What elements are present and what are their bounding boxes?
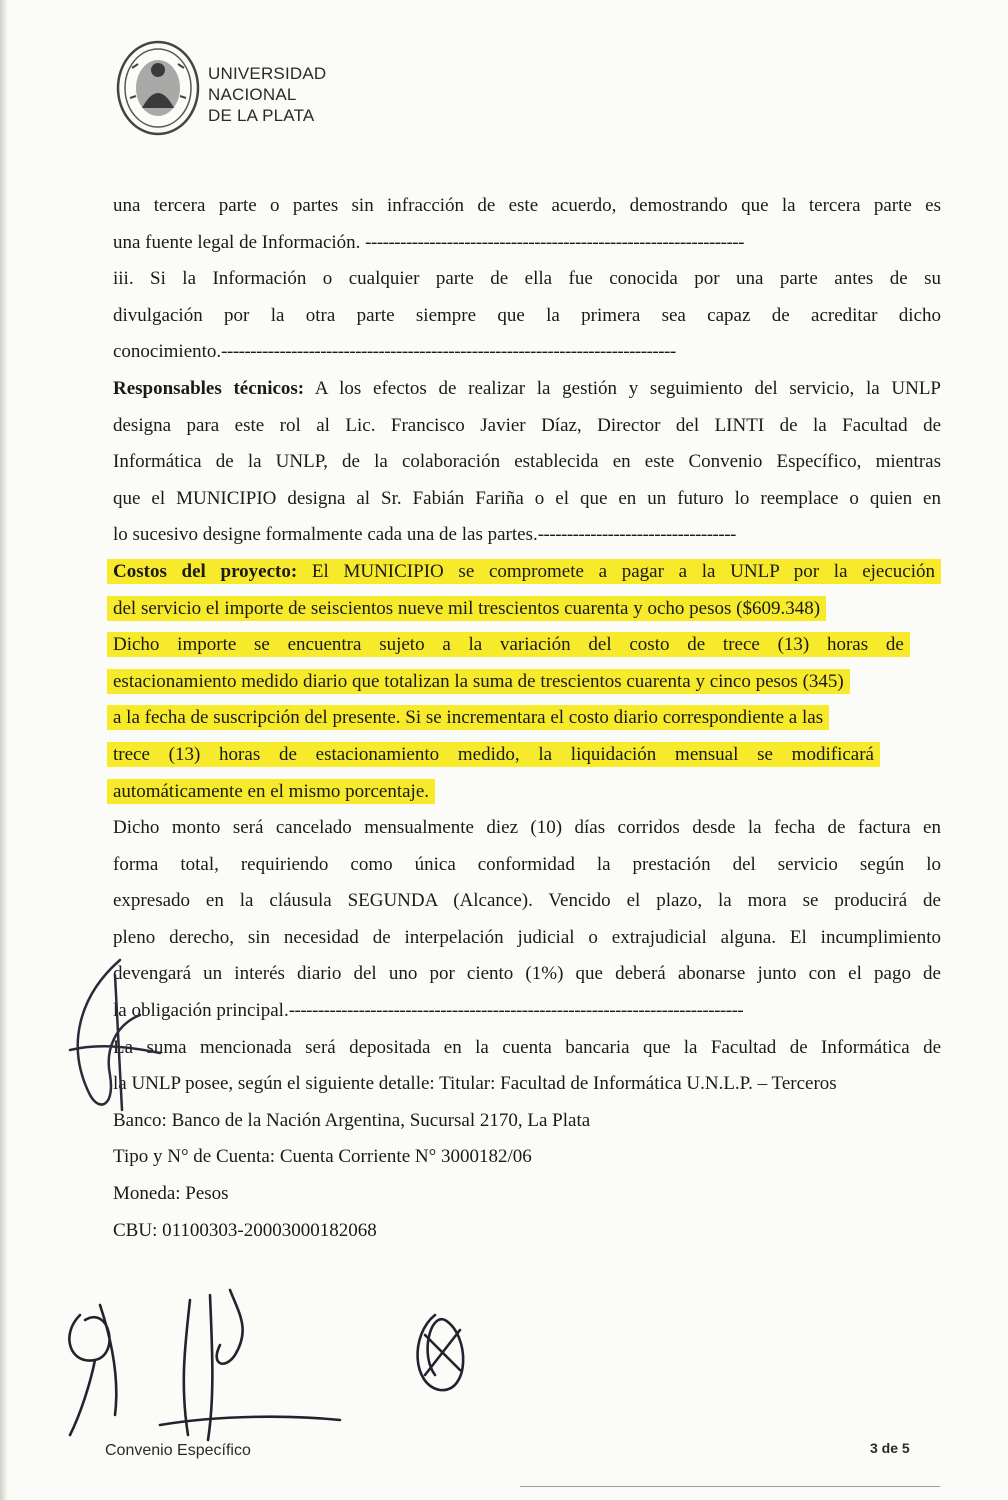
text-line: Informática de la UNLP, de la colaboración establecida en este Convenio Específico, mientras xyxy=(113,451,941,473)
text-line: expresado en la cláusula SEGUNDA (Alcance). Vencido el plazo, la mora se producirá de xyxy=(113,890,941,912)
text-fragment: El MUNICIPIO se compromete a pagar a la UNLP por la ejecución xyxy=(297,560,935,582)
text-line: divulgación por la otra parte siempre que la primera sea capaz de acreditar dicho xyxy=(113,304,941,326)
highlighted-line xyxy=(113,591,941,628)
highlighted-line xyxy=(113,774,941,811)
highlighted-line xyxy=(113,627,941,664)
currency-line: Moneda: Pesos xyxy=(113,1183,229,1205)
highlight: Dicho importe se encuentra sujeto a la variación del costo de trece (13) horas de xyxy=(107,632,910,657)
footer-document-title: Convenio Específico xyxy=(105,1442,251,1459)
text-line: que el MUNICIPIO designa al Sr. Fabián Fariña o el que en un futuro lo reemplace o quien en xyxy=(113,487,941,509)
dash-filler: ------------------------------------------------------------------------------ xyxy=(288,1000,744,1022)
text-line: forma total, requiriendo como única conformidad la prestación del servicio según lo xyxy=(113,853,941,875)
highlight: estacionamiento medido diario que totalizan la suma de trescientos cuarenta y cinco pesos (345) xyxy=(107,669,850,694)
bank-detail-line: Banco: Banco de la Nación Argentina, Sucursal 2170, La Plata xyxy=(113,1109,591,1131)
text-line: pleno derecho, sin necesidad de interpelación judicial o extrajudicial alguna. El incumplimiento xyxy=(113,926,941,948)
text-line xyxy=(113,225,941,262)
text-fragment: la obligación principal. xyxy=(113,1000,289,1022)
section-heading-costos: Costos del proyecto: xyxy=(113,560,298,582)
handwritten-signatures xyxy=(40,1275,500,1455)
page-number: 3 de 5 xyxy=(870,1440,910,1456)
scan-edge-shadow xyxy=(0,0,8,1500)
text-line: la UNLP posee, según el siguiente detalle: Titular: Facultad de Informática U.N.L.P. – Terceros xyxy=(113,1073,837,1095)
text-line xyxy=(113,371,941,408)
text-line xyxy=(113,334,941,371)
university-name xyxy=(208,63,326,126)
highlighted-line xyxy=(113,700,941,737)
text-fragment: conocimiento. xyxy=(113,341,222,363)
text-line: iii. Si la Información o cualquier parte de ella fue conocida por una parte antes de su xyxy=(113,268,941,290)
dash-filler: ---------------------------------- xyxy=(537,524,736,546)
university-name-line: NACIONAL xyxy=(208,85,297,104)
text-line xyxy=(113,993,941,1030)
highlighted-line xyxy=(113,664,941,701)
university-name-line: UNIVERSIDAD xyxy=(208,64,327,83)
document-body xyxy=(113,188,941,1249)
handwritten-margin-mark xyxy=(60,955,170,1115)
account-detail-line: Tipo y N° de Cuenta: Cuenta Corriente N° 3000182/06 xyxy=(113,1146,532,1168)
university-name-line: DE LA PLATA xyxy=(208,106,315,125)
text-line: La suma mencionada será depositada en la cuenta bancaria que la Facultad de Informática de xyxy=(113,1036,941,1058)
text-line xyxy=(113,517,941,554)
highlight: del servicio el importe de seiscientos nueve mil trescientos cuarenta y ocho pesos ($609.348) xyxy=(107,596,826,621)
university-seal-icon xyxy=(112,38,204,138)
section-heading-responsables: Responsables técnicos: xyxy=(113,377,305,399)
text-line: una tercera parte o partes sin infracción de este acuerdo, demostrando que la tercera parte es xyxy=(113,195,941,216)
text-line: devengará un interés diario del uno por ciento (1%) que deberá abonarse junto con el pago de xyxy=(113,963,941,985)
highlighted-line xyxy=(113,737,941,774)
text-fragment: una fuente legal de Información. xyxy=(113,231,361,253)
text-fragment: A los efectos de realizar la gestión y seguimiento del servicio, la UNLP xyxy=(304,377,941,399)
text-line: designa para este rol al Lic. Francisco Javier Díaz, Director del LINTI de la Facultad de xyxy=(113,414,941,436)
text-fragment: lo sucesivo designe formalmente cada una de las partes. xyxy=(113,524,538,546)
cbu-line: CBU: 01100303-20003000182068 xyxy=(113,1219,377,1241)
highlight: automáticamente en el mismo porcentaje. xyxy=(107,779,435,804)
highlight: trece (13) horas de estacionamiento medido, la liquidación mensual se modificará xyxy=(107,742,880,767)
footer-divider xyxy=(520,1486,940,1487)
university-logo xyxy=(112,38,352,138)
highlight xyxy=(107,559,941,584)
dash-filler: ----------------------------------------------------------------- xyxy=(365,231,744,253)
highlight: a la fecha de suscripción del presente. Si se incrementara el costo diario correspondiente a las xyxy=(107,705,829,730)
highlighted-line xyxy=(113,554,941,591)
text-line: Dicho monto será cancelado mensualmente diez (10) días corridos desde la fecha de factura en xyxy=(113,817,941,839)
dash-filler: ------------------------------------------------------------------------------ xyxy=(221,341,676,363)
